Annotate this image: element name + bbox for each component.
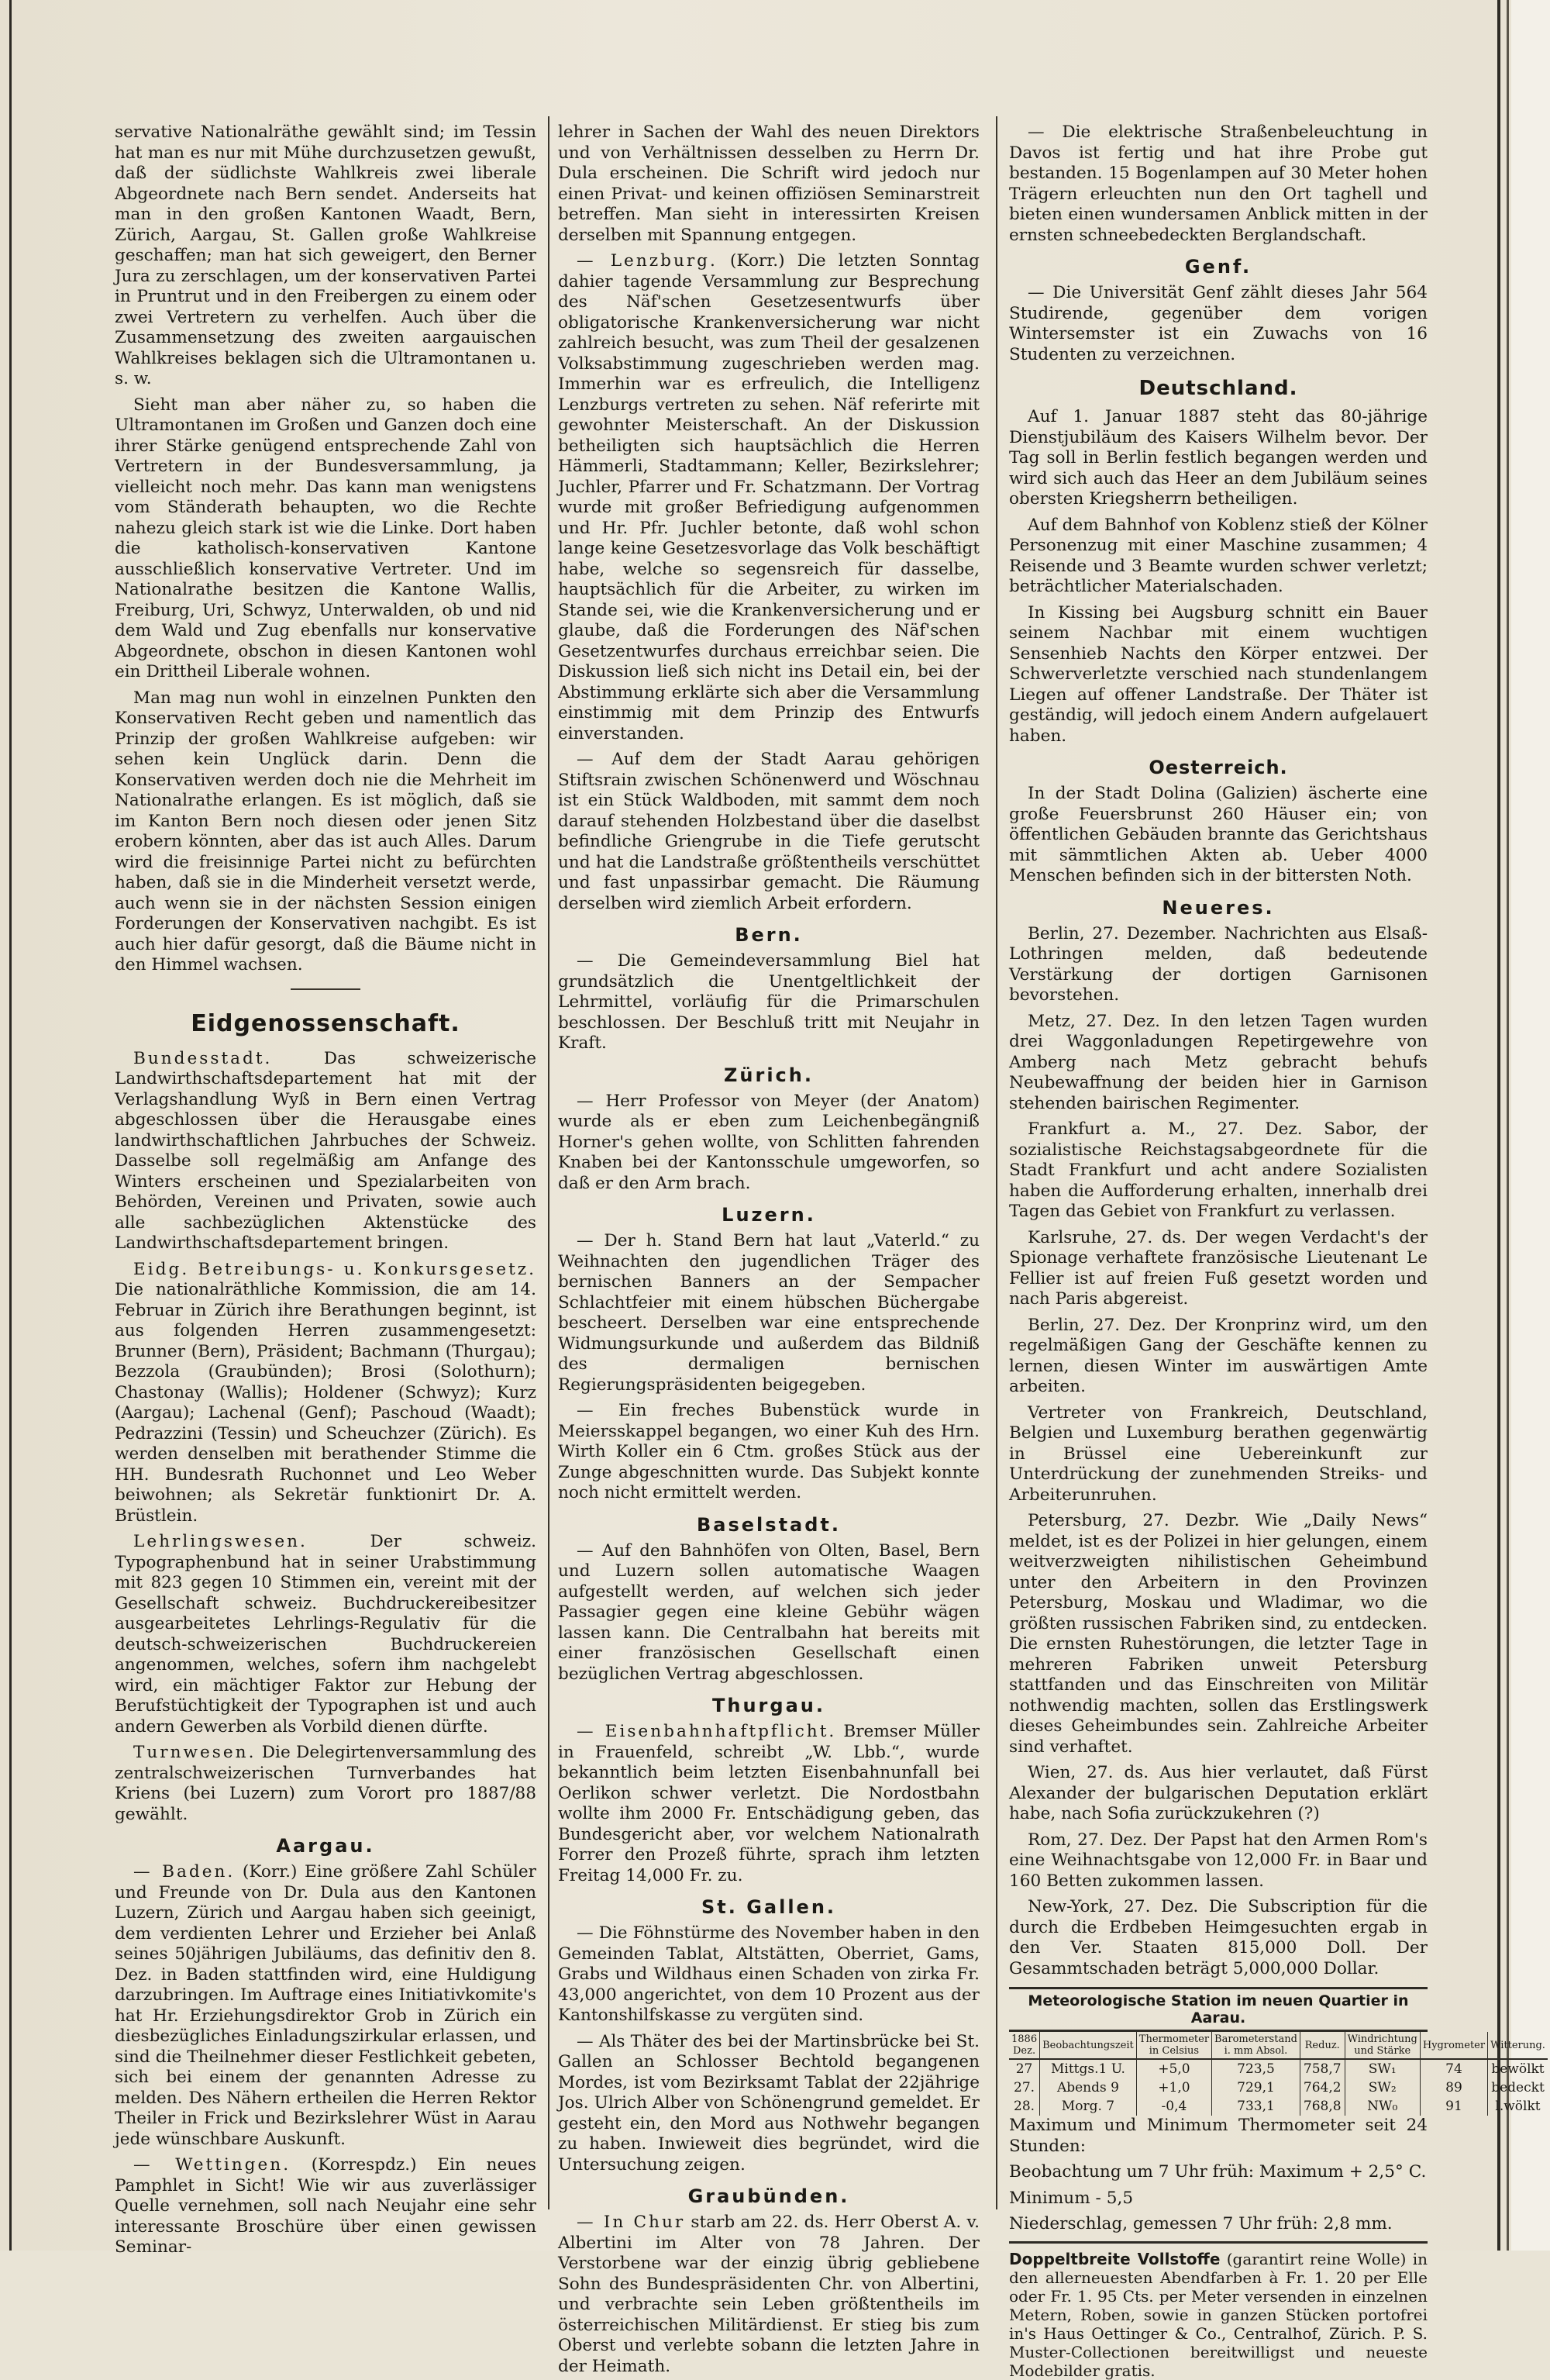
weather-cell: 768,8 [1300, 2097, 1345, 2116]
advertisement [1009, 2241, 1428, 2380]
section-heading-zuerich: Zürich. [724, 1064, 814, 1086]
weather-header: Barometerstand i. mm Absol. [1212, 2032, 1300, 2059]
section-divider [291, 988, 360, 990]
section-heading-oesterreich: Oesterreich. [1149, 757, 1288, 778]
weather-cell: 729,1 [1212, 2078, 1300, 2097]
section-heading-bern: Bern. [735, 924, 803, 946]
news-item-waagen: — Auf den Bahnhöfen von Olten, Basel, Bern und Luzern sollen automatische Waagen aufgestellt werden, auf welchen sich jeder Passagier gegen eine kleine Gebühr wägen lassen kann. Die Centralbahn hat bereits mit einer französischen Gesellschaft einen bezüglichen Vertrag abgeschlossen. [558, 1540, 980, 1684]
news-item-turnwesen: Turnwesen. Die Delegirtenversammlung des zentralschweizerischen Turnverbandes hat Kriens (bei Luzern) zum Vorort pro 1887/88 gewählt. [115, 1743, 536, 1824]
column-rule-2 [996, 116, 997, 2209]
weather-cell: 74 [1420, 2059, 1487, 2078]
news-item-sempach: — Der h. Stand Bern hat laut „Vaterld.“ zu Weihnachten den jugendlichen Träger des bernischen Banners an der Sempacher Schlachtfeier mit einem hübschen Büchergabe bescheert. Derselben war eine entsprechende Widmungsurkunde und außerdem das Bildniß des dermaligen bernischen Regierungspräsidenten beigegeben. [558, 1231, 980, 1395]
article-paragraph: Man mag nun wohl in einzelnen Punkten den Konservativen Recht geben und namentlich das Prinzip der großen Wahlkreise aufgeben: wir sehen kein Unglück darin. Denn die Konservativen werden doch nie die Mehrheit im Nationalrathe erlangen. Es ist möglich, daß sie im Kanton Bern noch diesen oder jenen Sitz erobern könnten, aber das ist auch Alles. Darum wird die freisinnige Partei nicht zu befürchten haben, daß sie in die Minderheit versetzt werde, auch wenn sie in der nächsten Session einigen Forderungen der Konservativen nachgibt. Es ist auch hier dafür gesorgt, daß die Bäume nicht in den Himmel wachsen. [115, 688, 536, 974]
weather-header: Windrichtung und Stärke [1345, 2032, 1420, 2059]
news-item-lehrlingswesen: Lehrlingswesen. Der schweiz. Typographenbund hat in seiner Urabstimmung mit 823 gegen 10 Stimmen ein, vereint mit der Gesellschaft schweiz. Buchdruckereibesitzer ausgearbeitetes Lehrlings-Regulativ für die deutsch-schweizerischen Buchdruckereien angenommen, welches, sofern ihm nachgelebt wird, ein mächtiger Faktor zur Hebung der Berufstüchtigkeit der Typographen ist und auch andern Gewerben als Vorbild dienen dürfte. [115, 1532, 536, 1737]
weather-cell: 91 [1420, 2097, 1487, 2116]
weather-cell: SW₁ [1345, 2059, 1420, 2078]
weather-cell: 89 [1420, 2078, 1487, 2097]
news-item-chur: — In Chur starb am 22. ds. Herr Oberst A. v. Albertini im Alter von 78 Jahren. Der Verstorbene war der einzig übrig gebliebene Sohn des Bundespräsidenten Chr. von Albertini, und verbrachte sein Leben größtentheils im österreichischen Militärdienst. Er stieg bis zum Oberst und verlebte sobann die letzten Jahre in der Heimath. [558, 2213, 980, 2376]
news-item-meierskappel: — Ein freches Bubenstück wurde in Meiersskappel begangen, wo einer Kuh des Hrn. Wirth Koller ein 6 Ctm. großes Stück aus der Zunge abgeschnitten wurde. Das Subjekt konnte noch nicht ermittelt werden. [558, 1401, 980, 1502]
section-heading-luzern: Luzern. [722, 1204, 816, 1226]
column-1 [115, 122, 536, 2257]
weather-note: Beobachtung um 7 Uhr früh: Maximum + 2,5° C. [1009, 2162, 1427, 2182]
news-item-wien: Wien, 27. ds. Aus hier verlautet, daß Fürst Alexander der bulgarischen Deputation erklärt habe, nach Sofia zurückzukehren (?) [1009, 1763, 1428, 1823]
weather-cell: l.wölkt [1495, 2099, 1541, 2114]
news-item-baden: — Baden. (Korr.) Eine größere Zahl Schüler und Freunde von Dr. Dula aus den Kantonen Luzern, Zürich und Aargau haben sich geeinigt, dem verdienten Lehrer und Erzieher bei Anlaß seines 50jährigen Jubiläums, das definitiv den 8. Dez. in Baden stattfinden wird, eine Huldigung darzubringen. Im Auftrage eines Initiativkomite's hat Hr. Erziehungsdirektor Grob in Zürich ein diesbezügliches Einladungszirkular erlassen, und sind die Theilnehmer dieser Festlichkeit gebeten, sich bei einem der genannten Adresse zu melden. Des Nähern ertheilen die Herren Rektor Theiler in Frick und Bezirkslehrer Wüst in Aarau jede wünschbare Auskunft. [115, 1862, 536, 2149]
weather-cell: bewölkt [1491, 2061, 1545, 2077]
weather-cell: 758,7 [1300, 2059, 1345, 2078]
section-heading-thurgau: Thurgau. [712, 1695, 825, 1716]
news-item-new-york: New-York, 27. Dez. Die Subscription für die durch die Erdbeben Heimgesuchten ergab in den Ver. Staaten 815,000 Doll. Der Gesammtschaden beträgt 5,000,000 Dollar. [1009, 1897, 1428, 1978]
column-3 [1009, 122, 1545, 2380]
news-item-koblenz: Auf dem Bahnhof von Koblenz stieß der Kölner Personenzug mit einer Maschine zusammen; 4 Reisende und 3 Beamte wurden schwer verletzt; beträchtlicher Materialschaden. [1009, 515, 1428, 596]
news-item-mord: — Als Thäter des bei der Martinsbrücke bei St. Gallen an Schlosser Bechtold begangenen Mordes, ist vom Bezirksamt Tablat der 22jährige Jos. Ulrich Alber von Schönengrund gemeldet. Er gesteht ein, den Mord aus Nothwehr begangen zu haben. Inwieweit dies begründet, wird die Untersuchung zeigen. [558, 2031, 980, 2175]
next-page-margin [1511, 0, 1550, 2251]
news-item-kissing: In Kissing bei Augsburg schnitt ein Bauer seinem Nachbar mit einem wuchtigen Sensenhieb Nachts den Körper entzwei. Der Schwerverletzte verschied nach stundenlangem Liegen auf offener Landstraße. Der Thäter ist geständig, will jedoch einem Andern aufgelauert haben. [1009, 602, 1428, 746]
section-heading-aargau: Aargau. [276, 1835, 375, 1857]
news-item-jubilaeum: Auf 1. Januar 1887 steht das 80-jährige Dienstjubiläum des Kaisers Wilhelm bevor. Der Tag soll in Berlin festlich begangen werden und wird sich auch das Heer an dem Jubiläum seines obersten Kriegsherrn betheiligen. [1009, 407, 1428, 509]
weather-header: Reduz. [1300, 2032, 1345, 2059]
weather-header: Hygrometer [1420, 2032, 1487, 2059]
weather-cell: Morg. 7 [1040, 2097, 1137, 2116]
news-item-kronprinz: Berlin, 27. Dez. Der Kronprinz wird, um den regelmäßigen Gang der Geschäfte kennen zu lernen, diesen Winter im auswärtigen Amte arbeiten. [1009, 1315, 1428, 1396]
weather-table [1009, 2032, 1548, 2116]
section-heading-baselstadt: Baselstadt. [697, 1513, 841, 1536]
news-item-dolina: In der Stadt Dolina (Galizien) äscherte eine große Feuersbrunst 260 Häuser ein; von öffentlichen Gebäuden brannte das Gerichtshaus mit sämmtlichen Akten ab. Ueber 4000 Menschen befinden sich in der bittersten Noth. [1009, 784, 1428, 885]
section-heading-graubuenden: Graubünden. [687, 2185, 850, 2207]
article-paragraph: lehrer in Sachen der Wahl des neuen Direktors und von Verhältnissen desselben zu Herrn Dr. Dula erscheinen. Die Schrift wird jedoch nur einen Privat- und keinen offiziösen Seminarstreit betreffen. Man sieht in interessirten Kreisen derselben mit Spannung entgegen. [558, 122, 980, 245]
weather-cell: -0,4 [1136, 2097, 1211, 2116]
weather-cell: 27. [1009, 2078, 1040, 2097]
news-item-rom: Rom, 27. Dez. Der Papst hat den Armen Rom's eine Weihnachtsgabe von 12,000 Fr. in Baar und 160 Betten zukommen lassen. [1009, 1830, 1428, 1891]
section-heading-deutschland: Deutschland. [1138, 377, 1298, 400]
weather-cell: 764,2 [1300, 2078, 1345, 2097]
column-2 [558, 122, 980, 2376]
news-item-betreibungsgesetz: Eidg. Betreibungs- u. Konkursgesetz. Die nationalräthliche Kommission, die am 14. Februar in Zürich ihre Berathungen beginnt, ist aus folgenden Herren zusammengesetzt: Brunner (Bern), Präsident; Bachmann (Thurgau); Bezzola (Graubünden); Brosi (Solothurn); Chastonay (Wallis); Holdener (Schwyz); Kurz (Aargau); Lachenal (Genf); Paschoud (Waadt); Pedrazzini (Tessin) und Scheuchzer (Zürich). Es werden denselben mit berathender Stimme die HH. Bundesrath Ruchonnet und Leo Weber beiwohnen; als Sekretär funktionirt Dr. A. Brüstlein. [115, 1259, 536, 1526]
weather-header: Thermometer in Celsius [1136, 2032, 1211, 2059]
news-item-wettingen: — Wettingen. (Korrespdz.) Ein neues Pamphlet in Sicht! Wie wir aus zuverlässiger Quelle vernehmen, soll nach Neujahr eine sehr interessante Broschüre über einen gewissen Seminar- [115, 2155, 536, 2257]
news-item-bruessel: Vertreter von Frankreich, Deutschland, Belgien und Luxemburg berathen gegenwärtig in Brüssel eine Uebereinkunft zur Unterdrückung der zunehmenden Streiks- und Arbeiterunruhen. [1009, 1402, 1428, 1505]
column-rule-1 [548, 116, 549, 2209]
news-item-universitaet: — Die Universität Genf zählt dieses Jahr 564 Studirende, gegenüber dem vorigen Wintersemster ist ein Zuwachs von 16 Studenten zu verzeichnen. [1009, 283, 1428, 364]
weather-cell: Abends 9 [1040, 2078, 1137, 2097]
weather-note: Maximum und Minimum Thermometer seit 24 Stunden: [1009, 2116, 1428, 2156]
weather-header: 1886 Dez. [1009, 2032, 1040, 2059]
weather-note: Minimum - 5,5 [1009, 2188, 1134, 2208]
news-item-lenzburg: — Lenzburg. (Korr.) Die letzten Sonntag dahier tagende Versammlung zur Besprechung des Näf'schen Gesetzesentwurfs über obligatorische Krankenversicherung war nicht zahlreich besucht, was zum Theil der gesalzenen Volksabstimmung zugeschrieben werden mag. Immerhin war es erfreulich, die Intelligenz Lenzburgs vertreten zu sehen. Näf referirte mit gewohnter Meisterschaft. An der Diskussion betheiligten sich hauptsächlich die Herren Hämmerli, Stadtammann; Keller, Bezirkslehrer; Juchler, Pfarrer und Fr. Schatzmann. Der Vortrag wurde mit großer Befriedigung aufgenommen und Hr. Pfr. Juchler betonte, daß wohl schon lange keine Gesetzesvorlage das Volk beschäftigt habe, welche so segensreich für dasselbe, hauptsächlich für die Arbeiter, zu wirken im Stande sei, wie die Krankenversicherung und er glaube, daß die Forderungen des Näf'schen Gesetzentwurfes durchaus erreichbar seien. Die Diskussion ließ sich nicht ins Detail ein, bei der Abstimmung erklärte sich aber die Versammlung einstimmig mit dem Prinzip des Entwurfs einverstanden. [558, 251, 980, 743]
table-row [1009, 2059, 1548, 2078]
weather-report [1009, 1987, 1545, 2235]
news-item-biel: — Die Gemeindeversammlung Biel hat grundsätzlich die Unentgeltlichkeit der Lehrmittel, vorläufig für die Primarschulen beschlossen. Der Beschluß tritt mit Neujahr in Kraft. [558, 951, 980, 1053]
article-paragraph: servative Nationalräthe gewählt sind; im Tessin hat man es nur mit Mühe durchzusetzen gewußt, daß der südlichste Wahlkreis zwei liberale Abgeordnete nach Bern sendet. Anderseits hat man in den großen Kantonen Waadt, Bern, Zürich, Aargau, St. Gallen große Wahlkreise geschaffen; man hat sich geweigert, den Berner Jura zu zerschlagen, um der konservativen Partei in Pruntrut und in den Freibergen zu einem oder zwei Vertretern zu verhelfen. Auch über die Zusammensetzung des zweiten aargauischen Wahlkreises beklagen sich die Ultramontanen u. s. w. [115, 122, 536, 388]
news-item-stiftsrain: — Auf dem der Stadt Aarau gehörigen Stiftsrain zwischen Schönenwerd und Wöschnau ist ein Stück Waldboden, mit sammt dem noch darauf stehenden Holzbestand über die daselbst befindliche Griengrube in die Tiefe gerutscht und hat die Landstraße größtentheils verschüttet und fast unpassirbar gemacht. Die Räumung derselben wird ziemlich Arbeit erfordern. [558, 750, 980, 913]
weather-header: Beobachtungszeit [1040, 2032, 1137, 2059]
news-item-petersburg: Petersburg, 27. Dezbr. Wie „Daily News“ meldet, ist es der Polizei in hier gelungen, einem weitverzweigten nihilistischen Geheimbund unter den Arbeitern in den Provinzen Petersburg, Moskau und Wladimar, wo die größten russischen Fabriken sind, zu entdecken. Die ernsten Ruhestörungen, die letzter Tage in mehreren Fabriken unweit Petersburg stattfanden und das Einschreiten von Militär nothwendig machten, sollen das Erstlingswerk dieses Geheimbundes sein. Zahlreiche Arbeiter sind verhaftet. [1009, 1511, 1428, 1757]
table-row [1009, 2097, 1548, 2116]
weather-header: Witterung. [1488, 2032, 1548, 2059]
news-item-meyer: — Herr Professor von Meyer (der Anatom) wurde als er eben zum Leichenbegängniß Horner's gehen wollte, von Schlitten fahrenden Knaben bei der Kantonsschule umgeworfen, so daß er den Arm brach. [558, 1091, 980, 1193]
weather-cell: +5,0 [1136, 2059, 1211, 2078]
news-item-karlsruhe: Karlsruhe, 27. ds. Der wegen Verdacht's der Spionage verhaftete französische Lieutenant Le Fellier ist auf freien Fuß gesetzt worden und nach Paris abgereist. [1009, 1227, 1428, 1309]
section-heading-eidgenossenschaft: Eidgenossenschaft. [191, 1009, 460, 1037]
weather-cell: 27 [1009, 2059, 1040, 2078]
weather-title: Meteorologische Station im neuen Quartier in Aarau. [1009, 1987, 1428, 2032]
news-item-berlin: Berlin, 27. Dezember. Nachrichten aus Elsaß-Lothringen melden, daß bedeutende Verstärkung der dortigen Garnisonen bevorstehen. [1009, 923, 1428, 1005]
weather-cell: bedeckt [1491, 2080, 1545, 2095]
weather-cell: +1,0 [1136, 2078, 1211, 2097]
weather-note: Niederschlag, gemessen 7 Uhr früh: 2,8 mm. [1009, 2214, 1393, 2233]
weather-cell: NW₀ [1345, 2097, 1420, 2116]
news-item-haftpflicht: — Eisenbahnhaftpflicht. Bremser Müller in Frauenfeld, schreibt „W. Lbb.“, wurde bekanntlich beim letzten Eisenbahnunfall bei Oerlikon schwer verletzt. Die Nordostbahn wollte ihm 2000 Fr. Entschädigung geben, das Bundesgericht aber, vor welchem Nationalrath Forrer den Prozeß führte, sprach ihm letzten Freitag 14,000 Fr. zu. [558, 1722, 980, 1885]
weather-cell: 28. [1009, 2097, 1040, 2116]
weather-header-row [1009, 2032, 1548, 2059]
news-item-bundesstadt: Bundesstadt. Das schweizerische Landwirthschaftsdepartement hat mit der Verlagshandlung Wyß in Bern einen Vertrag abgeschlossen über die Herausgabe eines landwirthschaftlichen Jahrbuches der Schweiz. Dasselbe soll regelmäßig am Anfange des Winters erscheinen und Spezialarbeiten von Behörden, Vereinen und Privaten, sowie auch alle sachbezüglichen Aktenstücke des Landwirthschaftsdepartement bringen. [115, 1048, 536, 1253]
article-paragraph: Sieht man aber näher zu, so haben die Ultramontanen im Großen und Ganzen doch eine ihrer Stärke genügend entsprechende Zahl von Vertretern in der Bundesversammlung, ja vielleicht noch mehr. Das kann man wenigstens vom Ständerath behaupten, wo die Rechte nahezu gleich stark ist wie die Linke. Dort haben die katholisch-konservativen Kantone ausschließlich konservative Vertreter. Und im Nationalrathe besitzen die Kantone Wallis, Freiburg, Uri, Schwyz, Unterwalden, ob und nid dem Wald und Zug ebenfalls nur konservative Abgeordnete, obschon in diesen Kantonen wohl ein Drittheil Liberale wohnen. [115, 395, 536, 681]
news-item-davos: — Die elektrische Straßenbeleuchtung in Davos ist fertig und hat ihre Probe gut bestanden. 15 Bogenlampen auf 30 Meter hohen Trägern erleuchten nun den Ort taghell und bieten einen wundersamen Anblick mitten in der ernsten schneebedeckten Berglandschaft. [1009, 122, 1428, 245]
section-heading-st-gallen: St. Gallen. [701, 1896, 837, 1918]
weather-cell: 723,5 [1212, 2059, 1300, 2078]
page-edge-shadow [1507, 0, 1509, 2251]
news-item-metz: Metz, 27. Dez. In den letzen Tagen wurden drei Waggonladungen Repetirgewehre von Amberg nach Metz gebracht behufs Neubewaffnung der beiden hier in Garnison stehenden bairischen Regimenter. [1009, 1011, 1428, 1113]
section-heading-neueres: Neueres. [1162, 896, 1275, 919]
weather-cell: 733,1 [1212, 2097, 1300, 2116]
table-row [1009, 2078, 1548, 2097]
section-heading-genf: Genf. [1184, 256, 1252, 278]
news-item-frankfurt: Frankfurt a. M., 27. Dez. Sabor, der sozialistische Reichstagsabgeordnete für die Stadt Frankfurt und acht andere Sozialisten haben die Aufforderung erhalten, innerhalb drei Tagen das Gebiet von Frankfurt zu verlassen. [1009, 1119, 1428, 1221]
news-item-foehn: — Die Föhnstürme des November haben in den Gemeinden Tablat, Altstätten, Oberriet, Gams, Grabs und Wildhaus einen Schaden von zirka Fr. 43,000 angerichtet, von dem 10 Prozent aus der Kantonshilfskasse zu vergüten sind. [558, 1923, 980, 2025]
weather-cell: SW₂ [1345, 2078, 1420, 2097]
page-edge-right [1497, 0, 1500, 2251]
page-edge-left [9, 0, 12, 2251]
weather-cell: Mittgs.1 U. [1040, 2059, 1137, 2078]
advertisement-text: Doppeltbreite Vollstoffe (garantirt reine Wolle) in den allerneuesten Abendfarben à Fr. 1. 20 per Elle oder Fr. 1. 95 Cts. per Meter versenden in einzelnen Metern, Roben, sowie in ganzen Stücken portofrei in's Haus Oettinger & Co., Centralhof, Zürich. P. S. Muster-Collectionen bereitwilligst und neueste Modebilder gratis. [1009, 2249, 1428, 2380]
